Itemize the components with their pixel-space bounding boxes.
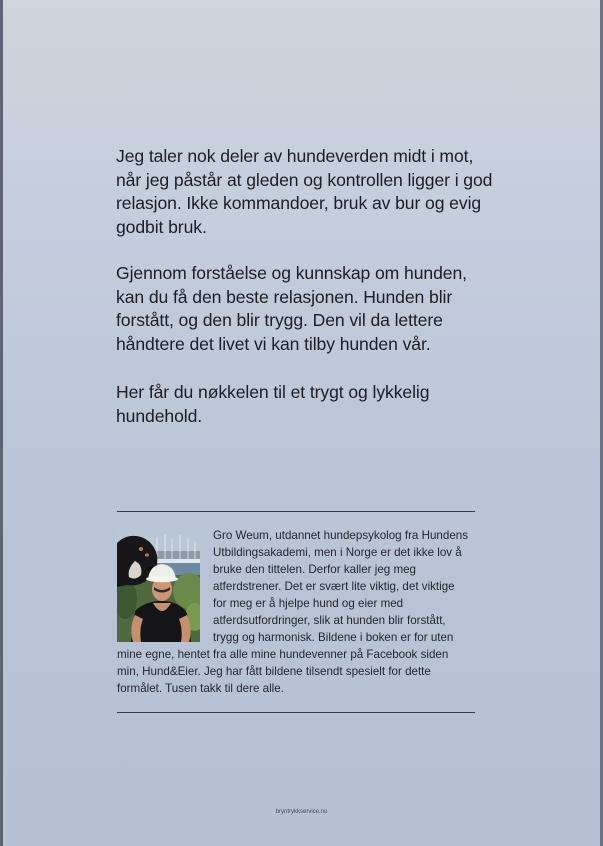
intro-paragraph-2: Gjennom forståelse og kunnskap om hunden, kan du få den beste relasjonen. Hunden blir forstått, og den blir trygg. Den vil da lettere håndtere det livet vi kan tilby hunden vår. (116, 263, 467, 354)
printer-credit: bryntrykkservice.no (275, 809, 328, 815)
divider-top (117, 511, 475, 512)
back-cover-page (3, 0, 600, 846)
author-bio (117, 527, 469, 697)
author-photo (117, 529, 200, 642)
author-bio-text: Gro Weum, utdannet hundepsykolog fra Hundens Utbildingsakademi, men i Norge er det ikke lov å bruke den tittelen. Derfor kaller jeg meg atferdstrener. Det er svært lite viktig, det viktige for meg er å hjelpe hund og eier med atferdsutfordringer, slik at hunden blir forstått, trygg og harmonisk. Bildene i boken er for uten mine egne, hentet fra alle mine hundevenner på Facebook siden min, Hund&Eier. Jeg har fått bildene tilsendt spesielt for dette formålet. Tusen takk til dere alle. (117, 529, 469, 695)
divider-bottom (117, 712, 475, 713)
intro-paragraph-3: Her får du nøkkelen til et trygt og lykkelig hundehold. (116, 382, 430, 426)
intro-paragraph-1: Jeg taler nok deler av hundeverden midt i mot, når jeg påstår at gleden og kontrollen ligger i god relasjon. Ikke kommandoer, bruk av bur og evig godbit bruk. (116, 146, 493, 237)
